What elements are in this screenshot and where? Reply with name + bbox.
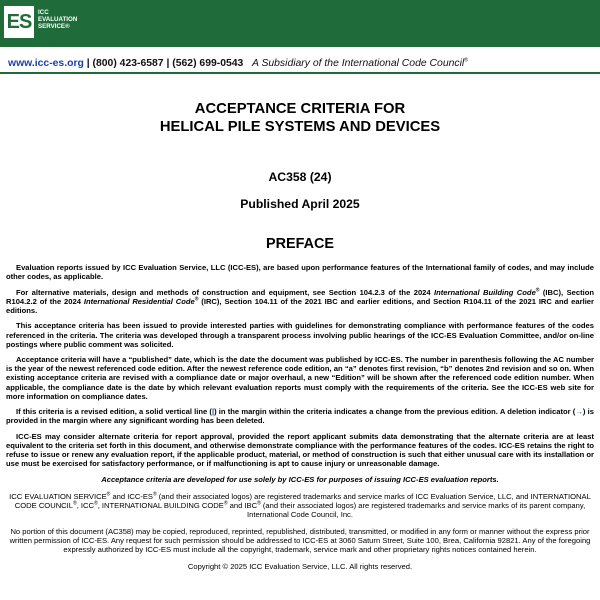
phone-2: (562) 699-0543 <box>172 58 244 69</box>
deletion-arrow-icon: → <box>575 407 583 417</box>
header-rule <box>0 72 600 74</box>
logo-line-2: EVALUATION <box>38 16 78 24</box>
paragraph-2: For alternative materials, design and methods of construction and equipment, see Section 104.2.3 of the 2024 International Building Code® (IBC), Section R104.2.2 of the 2024 International Residential Code® (IRC), Section 104.11 of the 2021 IBC and earlier editions, and Section R104.11 of the 2021 IRC and earlier editions. <box>6 287 594 315</box>
reproduction-notice: No portion of this document (AC358) may be copied, reproduced, reprinted, republished, distributed, transmitted, or modified in any form or manner without the express prior written permission of ICC-ES. Any request for such permission should be addressed to ICC-ES at 3060 Saturn Street, Suite 100, Brea, California 92821. Any of the foregoing expressly authorized by ICC-ES must include all the copyright, trademark, service mark and other proprietary rights notices contained herein. <box>9 527 591 555</box>
paragraph-6: ICC-ES may consider alternate criteria for report approval, provided the report applicant submits data demonstrating that the alternate criteria are at least equivalent to the criteria set forth in this document, and otherwise demonstrate compliance with the performance features of the codes. ICC-ES retains the right to refuse to issue or renew any evaluation report, if the applicable product, material, or method of construction is such that either unusual care with its installation or use must be exercised for satisfactory performance, or if malfunctioning is apt to cause injury or unreasonable damage. <box>6 431 594 469</box>
paragraph-1: Evaluation reports issued by ICC Evaluation Service, LLC (ICC-ES), are based upon performance features of the International family of codes, and may include other codes, as applicable. <box>6 263 594 282</box>
title-line-1: ACCEPTANCE CRITERIA FOR <box>194 101 406 117</box>
ibc-name: International Building Code <box>434 287 536 297</box>
vertical-line-indicator: | <box>211 407 215 417</box>
logo-wordmark <box>38 9 77 31</box>
published-date: Published April 2025 <box>240 197 360 211</box>
separator-2: | <box>163 58 173 69</box>
paragraph-5: If this criteria is a revised edition, a solid vertical line (|) in the margin within the criteria indicates a change from the previous edition. A deletion indicator (→) is provided in the margin where any significant wording has been deleted. <box>6 407 594 426</box>
subsidiary-reg-mark: ® <box>464 57 468 64</box>
website-link[interactable]: www.icc-es.org <box>8 58 84 69</box>
copyright-notice: Copyright © 2025 ICC Evaluation Service, LLC. All rights reserved. <box>187 562 413 572</box>
trademark-notice: ICC EVALUATION SERVICE® and ICC-ES® (and their associated logos) are registered trademarks and service marks of ICC Evaluation Service, LLC, and INTERNATIONAL CODE COUNCIL®, ICC®, INTERNATIONAL BUILDING CODE® and IBC® (and their associated logos) are registered trademarks and service marks of its parent company, International Code Council, Inc. <box>9 491 591 520</box>
preface-heading: PREFACE <box>266 236 334 252</box>
header-banner <box>0 0 600 47</box>
separator-1: | <box>83 58 93 69</box>
title-line-2: HELICAL PILE SYSTEMS AND DEVICES <box>159 119 441 135</box>
paragraph-3: This acceptance criteria has been issued to provide interested parties with guidelines for demonstrating compliance with performance features of the codes referenced in the criteria. The criteria was developed through a transparent process involving public hearings of the ICC-ES Evaluation Committee, and/or on-line postings where public comment was solicited. <box>6 321 594 349</box>
logo-line-3: SERVICE <box>38 23 66 31</box>
paragraph-4: Acceptance criteria will have a “published” date, which is the date the document was published by ICC-ES. The number in parenthesis following the AC number is the year of the newest referenced code edition. After the newest reference code edition, an “a” denotes first revision, “b” denotes 2nd revision and so on. When existing acceptance criteria are revised with a compliance date or major overhaul, a new “Edition” will be shown after the referenced code edition number. When applicable, the compliance date is the date by which relevant evaluation reports must comply with the requirements of the criteria. See the ICC-ES web site for more information on compliance dates. <box>6 355 594 401</box>
logo-line-1: ICC <box>38 9 49 16</box>
paragraph-7: Acceptance criteria are developed for use solely by ICC-ES for purposes of issuing ICC-ES evaluation reports. <box>101 474 499 484</box>
icc-es-logo: ES <box>4 6 34 38</box>
document-title <box>0 100 600 136</box>
contact-line <box>8 58 468 69</box>
irc-name: International Residential Code <box>83 296 195 306</box>
logo-reg-mark: ® <box>65 23 70 31</box>
preface-body <box>6 263 594 578</box>
document-number: AC358 (24) <box>268 170 332 184</box>
phone-1: (800) 423-6587 <box>92 58 164 69</box>
subsidiary-text: A Subsidiary of the International Code Council <box>252 58 465 69</box>
